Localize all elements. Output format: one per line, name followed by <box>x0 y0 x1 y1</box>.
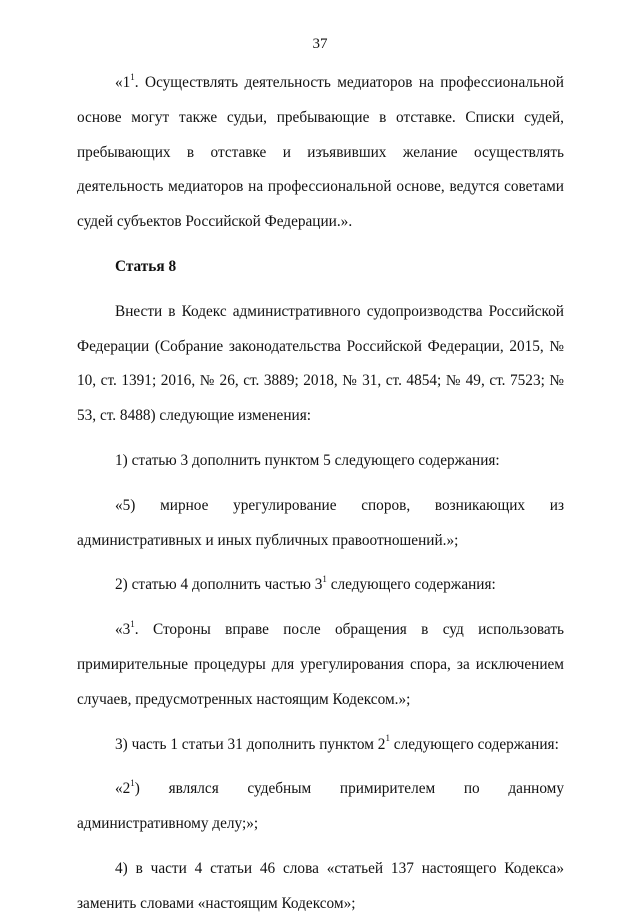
paragraph-4: «5) мирное урегулирование споров, возникающих из административных и иных публичных правоотношений.»; <box>77 496 564 549</box>
paragraph-5-text: следующего содержания: <box>326 576 496 594</box>
superscript: 1 <box>130 778 135 789</box>
paragraph-8-start: «2 <box>115 780 131 798</box>
article-heading: Статья 8 <box>115 257 177 275</box>
superscript: 1 <box>130 71 135 82</box>
paragraph-5 <box>77 568 564 603</box>
paragraph-9: 4) в части 4 статьи 46 слова «статьей 137 настоящего Кодекса» заменить словами «настоящим Кодексом»; <box>77 859 564 912</box>
paragraph-6 <box>77 613 564 717</box>
paragraph-3: 1) статью 3 дополнить пунктом 5 следующего содержания: <box>115 451 500 469</box>
superscript: 1 <box>385 733 390 744</box>
paragraph-7-start: 3) часть 1 статьи 31 дополнить пунктом 2 <box>115 735 386 753</box>
paragraph-1 <box>77 66 564 240</box>
paragraph-8-text: ) являлся судебным примирителем по данному административному делу;»; <box>77 780 564 833</box>
paragraph-2: Внести в Кодекс административного судопроизводства Российской Федерации (Собрание законодательства Российской Федерации, 2015, № 10, ст. 1391; 2016, № 26, ст. 3889; 2018, № 31, ст. 4854; № 49, ст. 7523; № 53, ст. 8488) следующие изменения: <box>77 302 564 425</box>
page-number: 37 <box>312 36 328 52</box>
paragraph-1-text: . Осуществлять деятельность медиаторов на профессиональной основе могут также судьи, пребывающие в отставке. Списки судей, пребывающих в отставке и изъявивших желание осуществлять деятельность медиаторов на профессиональной основе, ведутся советами судей субъектов Российской Федерации.». <box>77 74 564 231</box>
paragraph-1-start: «1 <box>115 74 131 91</box>
superscript: 1 <box>322 574 327 585</box>
paragraph-6-start: «3 <box>115 621 131 639</box>
document-body <box>77 66 564 922</box>
paragraph-5-start: 2) статью 4 дополнить частью 3 <box>115 576 323 594</box>
paragraph-7 <box>77 728 564 763</box>
paragraph-6-text: . Стороны вправе после обращения в суд использовать примирительные процедуры для урегулирования спора, за исключением случаев, предусмотренных настоящим Кодексом.»; <box>77 621 564 708</box>
superscript: 1 <box>130 619 135 630</box>
paragraph-8 <box>77 772 564 842</box>
paragraph-7-text: следующего содержания: <box>389 735 559 753</box>
